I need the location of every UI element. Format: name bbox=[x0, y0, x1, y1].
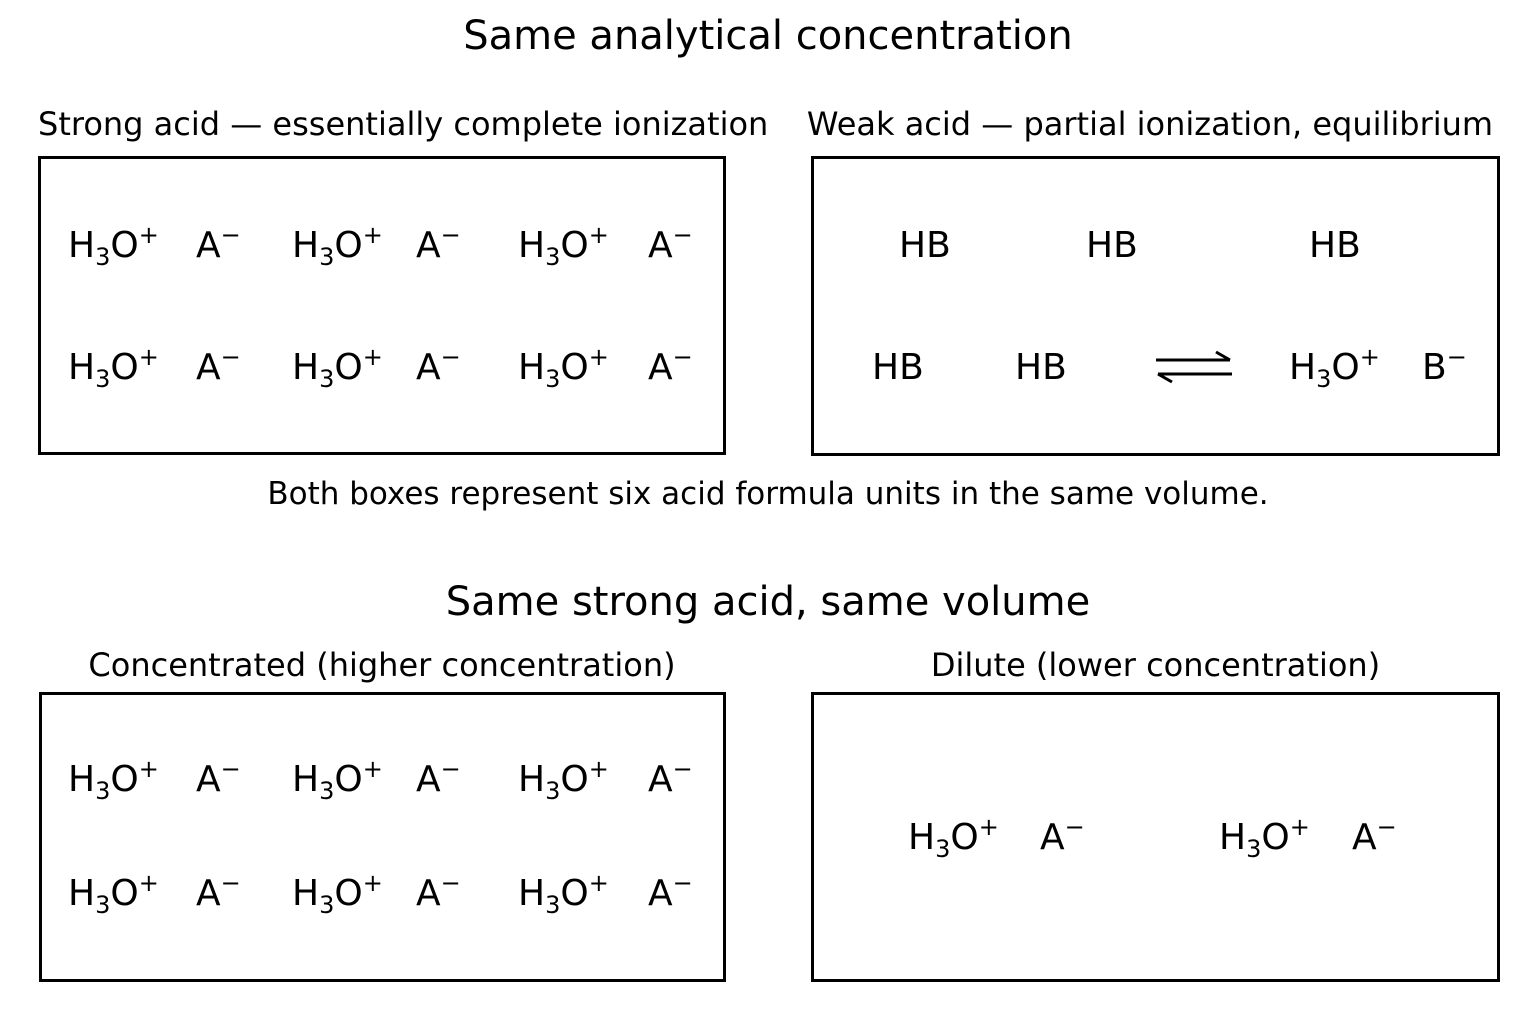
species-subscript: 3 bbox=[545, 777, 561, 805]
species-tail: O bbox=[110, 225, 139, 266]
species-hb bbox=[1086, 225, 1138, 266]
species-charge: + bbox=[1289, 813, 1310, 841]
species-base: HB bbox=[1086, 225, 1138, 266]
species-base: H bbox=[68, 225, 96, 266]
species-tail: O bbox=[110, 347, 139, 388]
species-base: A bbox=[648, 759, 673, 800]
species-charge: − bbox=[440, 869, 461, 897]
species-hydronium bbox=[292, 869, 383, 919]
species-hydronium bbox=[292, 755, 383, 805]
species-charge: − bbox=[672, 343, 693, 371]
panel-title-strong-acid: Strong acid — essentially complete ionization bbox=[38, 105, 769, 143]
species-base: HB bbox=[899, 225, 951, 266]
species-hydronium bbox=[518, 755, 609, 805]
species-subscript: 3 bbox=[95, 891, 111, 919]
species-base: HB bbox=[1309, 225, 1361, 266]
species-charge: − bbox=[672, 755, 693, 783]
species-charge: + bbox=[362, 221, 383, 249]
species-subscript: 3 bbox=[95, 243, 111, 271]
species-subscript: 3 bbox=[319, 891, 335, 919]
species-subscript: 3 bbox=[319, 365, 335, 393]
species-anion bbox=[1040, 813, 1085, 858]
species-charge: − bbox=[220, 221, 241, 249]
species-subscript: 3 bbox=[1316, 365, 1332, 393]
species-charge: + bbox=[588, 869, 609, 897]
species-tail: O bbox=[334, 225, 363, 266]
species-anion bbox=[416, 221, 461, 266]
species-charge: + bbox=[588, 221, 609, 249]
species-base: H bbox=[1219, 817, 1247, 858]
species-base: H bbox=[68, 759, 96, 800]
species-anion bbox=[416, 343, 461, 388]
species-base: A bbox=[416, 225, 441, 266]
species-hydronium bbox=[292, 343, 383, 393]
panel-title-dilute: Dilute (lower concentration) bbox=[930, 646, 1381, 684]
species-tail: O bbox=[560, 225, 589, 266]
species-base: B bbox=[1422, 347, 1447, 388]
weak-acid-box bbox=[811, 156, 1500, 456]
species-base: A bbox=[196, 347, 221, 388]
species-hydronium bbox=[68, 221, 159, 271]
species-anion bbox=[648, 221, 693, 266]
species-anion bbox=[196, 343, 241, 388]
species-charge: − bbox=[220, 755, 241, 783]
species-anion bbox=[196, 755, 241, 800]
species-charge: + bbox=[138, 755, 159, 783]
species-hb bbox=[899, 225, 951, 266]
species-charge: + bbox=[1359, 343, 1380, 371]
species-charge: + bbox=[362, 869, 383, 897]
species-anion bbox=[196, 221, 241, 266]
species-subscript: 3 bbox=[319, 777, 335, 805]
species-hydronium bbox=[518, 343, 609, 393]
species-charge: + bbox=[362, 755, 383, 783]
species-tail: O bbox=[560, 759, 589, 800]
species-tail: O bbox=[110, 759, 139, 800]
species-hydronium bbox=[518, 869, 609, 919]
species-base: H bbox=[292, 347, 320, 388]
species-base: H bbox=[518, 759, 546, 800]
species-charge: − bbox=[440, 221, 461, 249]
species-conjugate-base bbox=[1422, 343, 1467, 388]
species-base: A bbox=[196, 759, 221, 800]
species-subscript: 3 bbox=[545, 365, 561, 393]
strong-acid-box bbox=[38, 156, 726, 455]
species-base: H bbox=[292, 759, 320, 800]
species-hb bbox=[1309, 225, 1361, 266]
species-charge: + bbox=[138, 343, 159, 371]
species-anion bbox=[648, 869, 693, 914]
species-subscript: 3 bbox=[545, 243, 561, 271]
species-base: H bbox=[292, 225, 320, 266]
species-hydronium bbox=[518, 221, 609, 271]
species-charge: − bbox=[220, 869, 241, 897]
species-base: A bbox=[1352, 817, 1377, 858]
equilibrium-arrows-icon bbox=[1154, 349, 1234, 385]
species-hb bbox=[872, 347, 924, 388]
species-base: A bbox=[648, 873, 673, 914]
species-charge: + bbox=[588, 755, 609, 783]
species-anion bbox=[648, 755, 693, 800]
species-anion bbox=[1352, 813, 1397, 858]
species-base: H bbox=[908, 817, 936, 858]
caption-note: Both boxes represent six acid formula units in the same volume. bbox=[267, 476, 1269, 512]
species-base: A bbox=[416, 347, 441, 388]
species-tail: O bbox=[560, 873, 589, 914]
species-base: A bbox=[416, 759, 441, 800]
section-title-same-strong-acid: Same strong acid, same volume bbox=[445, 579, 1091, 625]
species-base: H bbox=[518, 347, 546, 388]
species-charge: − bbox=[440, 755, 461, 783]
species-hydronium bbox=[908, 813, 999, 863]
species-base: A bbox=[416, 873, 441, 914]
species-charge: + bbox=[138, 869, 159, 897]
species-tail: O bbox=[110, 873, 139, 914]
species-charge: − bbox=[1064, 813, 1085, 841]
species-hydronium bbox=[1289, 343, 1380, 393]
species-hydronium bbox=[68, 755, 159, 805]
species-tail: O bbox=[950, 817, 979, 858]
species-tail: O bbox=[1261, 817, 1290, 858]
concentrated-box bbox=[39, 692, 726, 982]
species-base: H bbox=[1289, 347, 1317, 388]
species-subscript: 3 bbox=[319, 243, 335, 271]
species-anion bbox=[648, 343, 693, 388]
panel-title-concentrated: Concentrated (higher concentration) bbox=[88, 646, 676, 684]
species-base: A bbox=[196, 225, 221, 266]
section-title-same-analytical-concentration: Same analytical concentration bbox=[463, 13, 1073, 59]
species-anion bbox=[416, 869, 461, 914]
species-tail: O bbox=[334, 347, 363, 388]
species-base: A bbox=[648, 347, 673, 388]
species-subscript: 3 bbox=[95, 365, 111, 393]
species-charge: − bbox=[672, 221, 693, 249]
species-base: HB bbox=[872, 347, 924, 388]
species-base: HB bbox=[1015, 347, 1067, 388]
species-subscript: 3 bbox=[95, 777, 111, 805]
species-charge: + bbox=[138, 221, 159, 249]
species-charge: + bbox=[978, 813, 999, 841]
species-charge: + bbox=[362, 343, 383, 371]
species-base: H bbox=[518, 225, 546, 266]
species-charge: − bbox=[1446, 343, 1467, 371]
species-hb bbox=[1015, 347, 1067, 388]
species-subscript: 3 bbox=[1246, 835, 1262, 863]
species-base: H bbox=[68, 347, 96, 388]
species-base: H bbox=[68, 873, 96, 914]
species-anion bbox=[196, 869, 241, 914]
species-tail: O bbox=[560, 347, 589, 388]
species-tail: O bbox=[334, 873, 363, 914]
species-subscript: 3 bbox=[935, 835, 951, 863]
panel-title-weak-acid: Weak acid — partial ionization, equilibrium bbox=[806, 105, 1494, 143]
species-subscript: 3 bbox=[545, 891, 561, 919]
species-charge: − bbox=[1376, 813, 1397, 841]
species-anion bbox=[416, 755, 461, 800]
species-tail: O bbox=[1331, 347, 1360, 388]
species-charge: − bbox=[440, 343, 461, 371]
species-charge: + bbox=[588, 343, 609, 371]
species-base: A bbox=[196, 873, 221, 914]
species-charge: − bbox=[220, 343, 241, 371]
species-base: H bbox=[292, 873, 320, 914]
species-base: H bbox=[518, 873, 546, 914]
species-hydronium bbox=[68, 343, 159, 393]
species-tail: O bbox=[334, 759, 363, 800]
species-charge: − bbox=[672, 869, 693, 897]
species-hydronium bbox=[1219, 813, 1310, 863]
species-base: A bbox=[648, 225, 673, 266]
species-hydronium bbox=[68, 869, 159, 919]
species-base: A bbox=[1040, 817, 1065, 858]
species-hydronium bbox=[292, 221, 383, 271]
